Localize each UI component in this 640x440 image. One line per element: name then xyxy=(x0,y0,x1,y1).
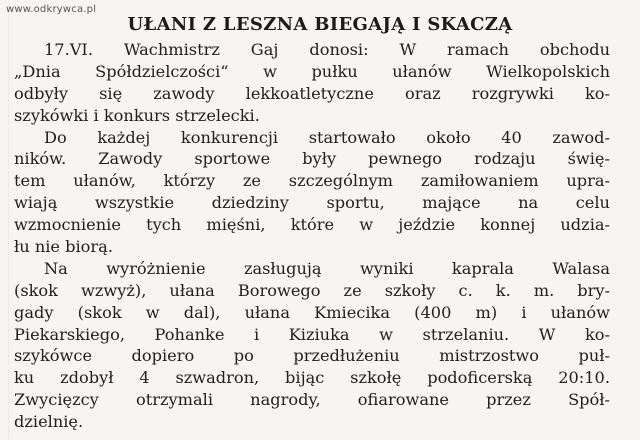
article-line: wiają wszystkie dziedziny sportu, mające na celu xyxy=(14,193,610,213)
article-line: tem ułanów, którzy ze szczególnym zamiłowaniem upra- xyxy=(14,171,610,191)
article-line: 17.VI. Wachmistrz Gaj donosi: W ramach obchodu xyxy=(44,40,610,59)
article-line: gady (skok w dal), ułana Kmiecika (400 m) i ułanów xyxy=(14,302,610,322)
paragraph-3 xyxy=(14,258,610,433)
article-line: Na wyróżnienie zasługują wyniki kaprala Walasa xyxy=(44,258,610,278)
paragraph-2 xyxy=(14,127,610,258)
article-line: łu nie biorą. xyxy=(14,237,113,257)
article-line: dzielnię. xyxy=(14,412,84,432)
page-edge-shadow xyxy=(8,0,9,440)
article-line: ku zdobył 4 szwadron, bijąc szkołę podoficerską 20:10. xyxy=(14,368,610,388)
article-line: szykówce dopiero po przedłużeniu mistrzostwo puł- xyxy=(14,346,610,366)
watermark-url: www.odkrywca.pl xyxy=(6,4,97,15)
article-line: ników. Zawody sportowe były pewnego rodzaju świę- xyxy=(14,149,610,169)
article-line: odbyły się zawody lekkoatletyczne oraz rozgrywki ko- xyxy=(14,83,610,103)
article-line: wzmocnienie tych mięśni, które w jeździe konnej udzia- xyxy=(14,215,610,235)
article-line: szykówki i konkurs strzelecki. xyxy=(14,105,260,125)
article-line: „Dnia Spółdzielczości“ w pułku ułanów Wielkopolskich xyxy=(14,61,610,81)
article-line: (skok wzwyż), ułana Borowego ze szkoły c. k. m. bry- xyxy=(14,280,610,300)
paragraph-1 xyxy=(14,39,610,127)
article-line: Zwycięzcy otrzymali nagrody, ofiarowane przez Spół- xyxy=(14,390,610,410)
article-line: Do każdej konkurencji startowało około 40 zawod- xyxy=(44,127,610,147)
article-headline: UŁANI Z LESZNA BIEGAJĄ I SKACZĄ xyxy=(127,14,513,35)
article-body xyxy=(14,39,610,433)
article-line: Piekarskiego, Pohanke i Kiziuka w strzelaniu. W ko- xyxy=(14,324,610,344)
